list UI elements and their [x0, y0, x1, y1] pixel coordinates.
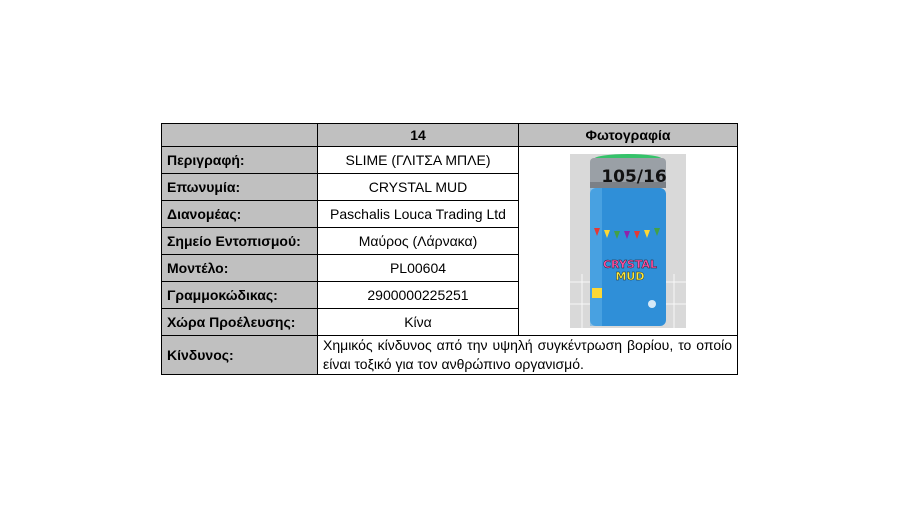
product-photo: [570, 154, 686, 328]
barcode-label: Γραμμοκώδικας:: [162, 282, 318, 309]
location-label: Σημείο Εντοπισμού:: [162, 228, 318, 255]
table-row: [162, 147, 738, 174]
description-label: Περιγραφή:: [162, 147, 318, 174]
hazard-label: Κίνδυνος:: [162, 336, 318, 375]
table-header-row: [162, 124, 738, 147]
brand-line2: MUD: [615, 270, 645, 283]
product-photo-cell: [519, 147, 738, 336]
origin-label: Χώρα Προέλευσης:: [162, 309, 318, 336]
description-value: SLIME (ΓΛΙΤΣΑ ΜΠΛΕ): [318, 147, 519, 174]
brand-label: Επωνυμία:: [162, 174, 318, 201]
hazard-text: Χημικός κίνδυνος από την υψηλή συγκέντρωση βορίου, το οποίο είναι τοξικό για τον ανθρώπινο οργανισμό.: [318, 336, 738, 375]
brand-line1: CRYSTAL: [602, 258, 658, 271]
header-blank-cell: [162, 124, 318, 147]
distributor-value: Paschalis Louca Trading Ltd: [318, 201, 519, 228]
model-label: Μοντέλο:: [162, 255, 318, 282]
origin-value: Κίνα: [318, 309, 519, 336]
brand-value: CRYSTAL MUD: [318, 174, 519, 201]
item-number: 14: [318, 124, 519, 147]
product-table: [161, 123, 738, 375]
distributor-label: Διανομέας:: [162, 201, 318, 228]
hazard-row: [162, 336, 738, 375]
handwritten-label: 105/16: [601, 167, 667, 187]
model-value: PL00604: [318, 255, 519, 282]
barcode-value: 2900000225251: [318, 282, 519, 309]
location-value: Μαύρος (Λάρνακα): [318, 228, 519, 255]
photo-header: Φωτογραφία: [519, 124, 738, 147]
